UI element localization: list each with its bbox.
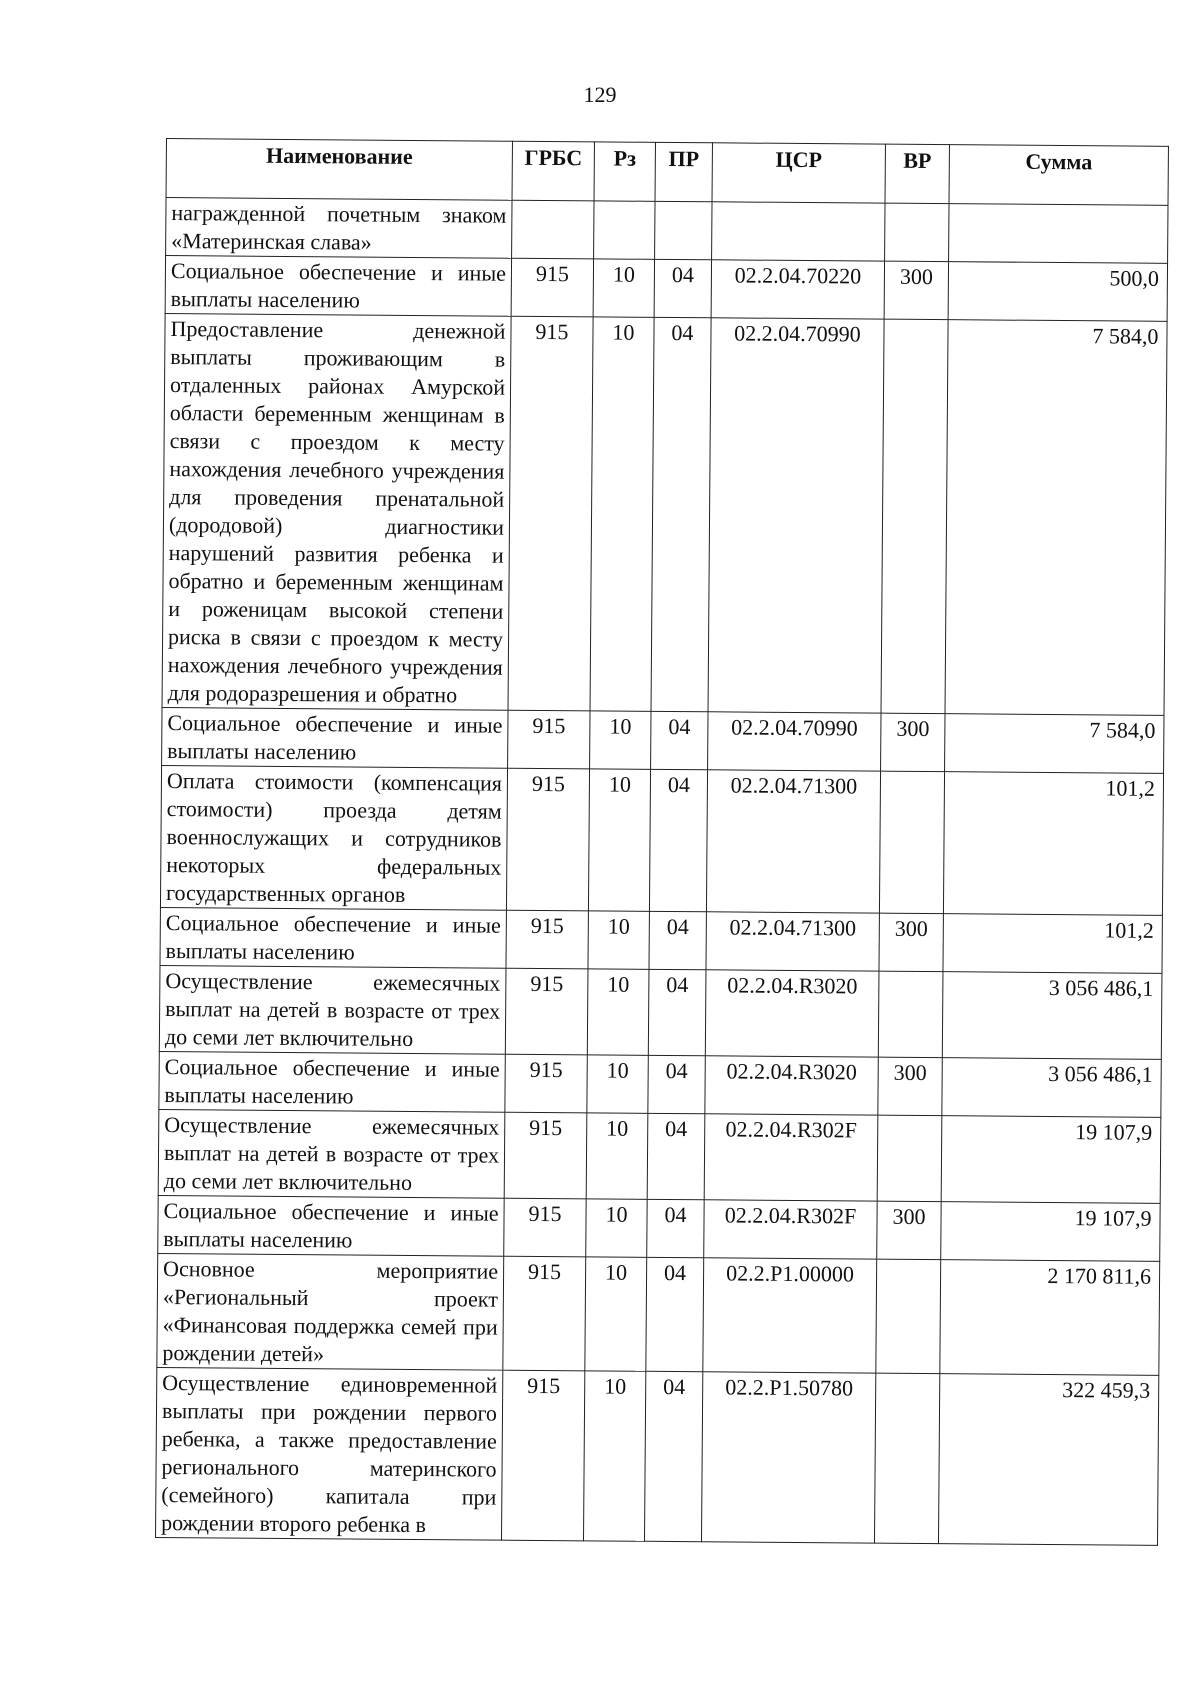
table-body [156,198,1168,1546]
cell-rz: 10 [590,711,651,769]
cell-vr [885,203,949,262]
page-number: 129 [583,82,617,107]
table-row [162,313,1167,715]
cell-vr [874,1373,939,1543]
cell-sum: 19 107,9 [941,1116,1161,1204]
cell-sum: 19 107,9 [941,1202,1160,1262]
cell-name: Социальное обеспечение и иные выплаты населению [158,1195,504,1256]
cell-sum: 101,2 [943,772,1163,916]
cell-grbs: 915 [505,1054,587,1113]
cell-grbs: 915 [505,968,588,1055]
table-row [156,1367,1159,1545]
cell-vr: 300 [881,713,945,772]
cell-grbs: 915 [508,710,590,769]
cell-vr [881,319,948,713]
cell-sum: 101,2 [943,914,1162,974]
cell-rz: 10 [588,769,650,911]
header-sum: Сумма [949,145,1168,206]
cell-grbs [512,200,594,259]
cell-sum: 7 584,0 [945,320,1167,716]
budget-table [155,138,1169,1546]
cell-pr: 04 [646,1257,704,1371]
cell-vr: 300 [877,1201,941,1260]
cell-pr: 04 [651,711,708,769]
cell-sum: 322 459,3 [938,1374,1158,1546]
table-row [160,765,1163,915]
cell-name: Социальное обеспечение и иные выплаты населению [160,907,506,968]
cell-name: Основное мероприятие «Региональный проект «Финансовая поддержка семей при рождении детей» [157,1253,504,1370]
cell-vr: 300 [884,261,948,320]
cell-csr: 02.2.04.R3020 [705,1056,878,1115]
cell-csr: 02.2.04.70990 [708,712,881,771]
cell-vr: 300 [878,1057,942,1116]
cell-sum: 500,0 [948,262,1167,322]
cell-pr: 04 [649,911,706,969]
cell-csr: 02.2.04.R302F [704,1200,877,1259]
header-name: Наименование [166,139,512,201]
cell-grbs: 915 [508,316,593,711]
header-pr: ПР [655,142,712,201]
cell-pr: 04 [654,259,711,317]
cell-vr [877,1115,942,1202]
cell-grbs: 915 [506,768,589,911]
cell-sum: 2 170 811,6 [940,1260,1160,1376]
table-header-row [166,139,1168,206]
header-csr: ЦСР [712,143,885,203]
cell-rz: 10 [583,1371,645,1541]
table-row [157,1253,1160,1375]
cell-name: Осуществление ежемесячных выплат на детей в возрасте от трех до семи лет включительно [159,965,506,1054]
cell-csr: 02.2.04.71300 [706,912,879,971]
header-vr: ВР [885,144,949,204]
cell-vr [876,1259,941,1373]
cell-csr [712,202,885,261]
cell-pr: 04 [648,1055,705,1113]
cell-name: Социальное обеспечение и иные выплаты населению [162,707,508,768]
cell-sum: 3 056 486,1 [942,1058,1161,1118]
cell-pr: 04 [648,969,706,1055]
table-row [158,1195,1160,1261]
cell-pr: 04 [644,1371,702,1541]
cell-csr: 02.2.04.71300 [706,770,880,913]
cell-csr: 02.2.P1.00000 [703,1258,877,1373]
cell-pr: 04 [647,1113,705,1199]
cell-rz: 10 [587,969,649,1055]
cell-name: Осуществление единовременной выплаты при рождении первого ребенка, а также предоставление регионального материнского (семейного) капитала при рождении второго ребенка в [156,1367,503,1540]
cell-pr: 04 [647,1199,704,1257]
cell-pr: 04 [649,769,707,911]
cell-grbs: 915 [503,1256,586,1371]
cell-rz: 10 [593,259,654,317]
cell-grbs: 915 [506,910,588,969]
cell-sum: 3 056 486,1 [942,972,1162,1060]
cell-name: Социальное обеспечение и иные выплаты населению [165,256,511,317]
table-row [162,707,1164,773]
cell-vr [878,971,943,1058]
cell-grbs: 915 [501,1370,584,1541]
table-row [158,1109,1161,1203]
cell-name: Оплата стоимости (компенсация стоимости) проезда детям военнослужащих и сотрудников некоторых федеральных государственных органов [160,765,507,910]
table-row [159,1051,1161,1117]
cell-sum [949,204,1168,264]
cell-name: Социальное обеспечение и иные выплаты населению [159,1051,505,1112]
cell-name: Предоставление денежной выплаты проживающим в отдаленных районах Амурской области беременным женщинам в связи с проездом к месту нахождения лечебного учреждения для проведения пренатальной (дородовой) диагностики нарушений развития ребенка и обратно и беременным женщинам и роженицам высокой степени риска в связи с проездом к месту нахождения лечебного учреждения для родоразрешения и обратно [162,313,511,710]
cell-csr: 02.2.04.R3020 [705,970,879,1057]
cell-rz: 10 [586,1199,647,1257]
cell-csr: 02.2.P1.50780 [701,1372,875,1543]
cell-rz: 10 [585,1257,647,1371]
cell-pr [655,201,712,259]
cell-vr: 300 [879,913,943,972]
cell-rz: 10 [586,1113,648,1199]
header-rz: Рз [594,142,655,201]
cell-grbs: 915 [504,1198,586,1257]
cell-csr: 02.2.04.R302F [704,1114,878,1201]
cell-grbs: 915 [511,258,593,317]
cell-vr [879,771,944,913]
table-row [160,907,1162,973]
cell-csr: 02.2.04.70990 [708,318,884,713]
table-row [159,965,1162,1059]
cell-sum: 7 584,0 [945,714,1164,774]
cell-name: Осуществление ежемесячных выплат на детей в возрасте от трех до семи лет включительно [158,1109,505,1198]
cell-pr: 04 [651,317,711,711]
cell-rz: 10 [588,911,649,969]
table-row [166,198,1168,264]
cell-grbs: 915 [504,1112,587,1199]
cell-name: награжденной почетным знаком «Материнская слава» [166,198,512,259]
table-row [165,256,1167,322]
cell-rz: 10 [590,317,654,711]
header-grbs: ГРБС [512,141,594,201]
cell-rz: 10 [587,1055,648,1113]
cell-rz [594,201,655,259]
cell-csr: 02.2.04.70220 [711,260,884,319]
